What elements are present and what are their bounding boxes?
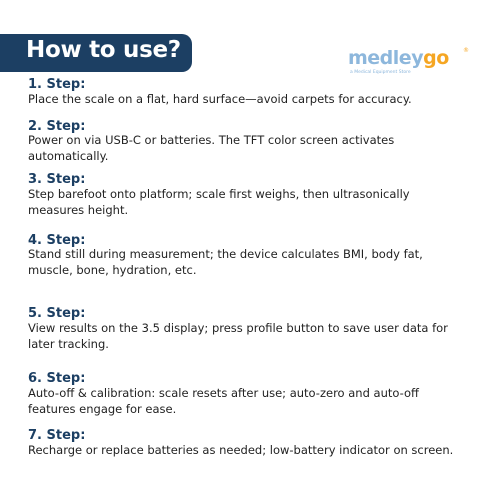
step-2-description: Power on via USB-C or batteries. The TFT color screen activates automatically. bbox=[28, 133, 395, 163]
logo-registered-mark: ® bbox=[463, 47, 469, 54]
step-7-title: 7. Step: bbox=[28, 428, 86, 443]
step-3-title: 3. Step: bbox=[28, 172, 86, 187]
page-title: How to use? bbox=[26, 37, 181, 63]
step-6-title: 6. Step: bbox=[28, 371, 86, 386]
step-6-description: Auto-off & calibration: scale resets after use; auto-zero and auto-off features engage for ease. bbox=[28, 386, 419, 416]
logo-text-part3: go bbox=[423, 47, 449, 69]
step-2-title: 2. Step: bbox=[28, 119, 86, 134]
logo-text-part2: ley bbox=[392, 47, 424, 69]
logo-tagline: a Medical Equipment Store bbox=[350, 70, 411, 75]
step-7-description: Recharge or replace batteries as needed; low-battery indicator on screen. bbox=[28, 443, 454, 457]
brand-logo bbox=[348, 47, 449, 69]
step-5-description: View results on the 3.5 display; press profile button to save user data for later tracking. bbox=[28, 321, 448, 351]
step-1-title: 1. Step: bbox=[28, 77, 86, 92]
step-5-title: 5. Step: bbox=[28, 306, 86, 321]
logo-text-part1: med bbox=[348, 47, 393, 69]
step-4-title: 4. Step: bbox=[28, 233, 86, 248]
step-3-description: Step barefoot onto platform; scale first weighs, then ultrasonically measures height. bbox=[28, 187, 410, 217]
step-1-description: Place the scale on a flat, hard surface—avoid carpets for accuracy. bbox=[28, 92, 412, 106]
step-4-description: Stand still during measurement; the device calculates BMI, body fat, muscle, bone, hydration, etc. bbox=[28, 247, 423, 277]
